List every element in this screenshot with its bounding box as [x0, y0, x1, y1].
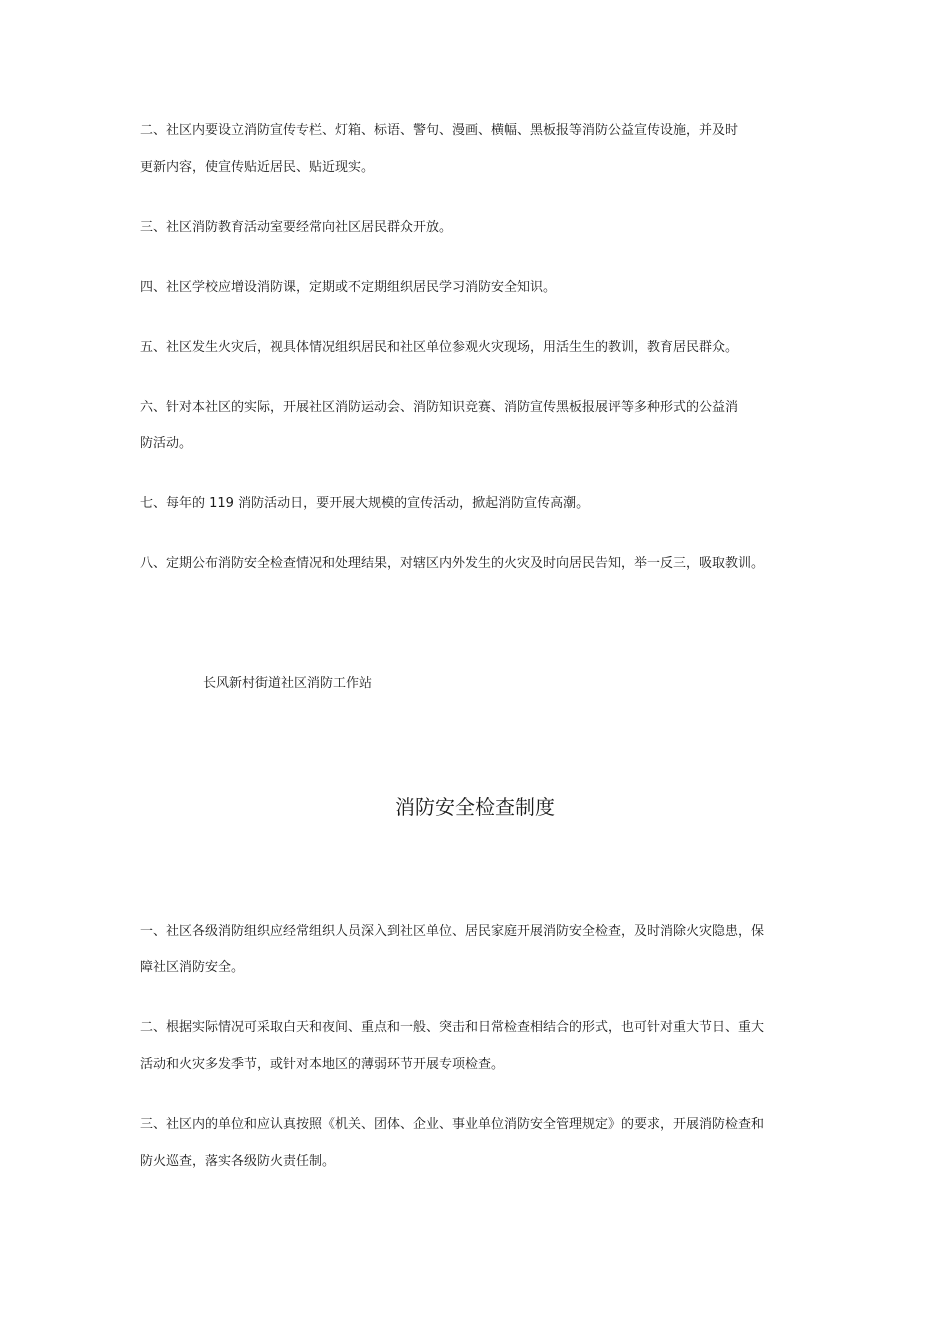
signature: 长风新村街道社区消防工作站	[203, 676, 373, 691]
paragraph-line: 三、社区内的单位和应认真按照《机关、团体、企业、事业单位消防安全管理规定》的要求，开展消防检查和	[140, 1117, 765, 1132]
paragraph-line: 一、社区各级消防组织应经常组织人员深入到社区单位、居民家庭开展消防安全检查，及时消除火灾隐患，保	[140, 924, 765, 939]
paragraph-line: 二、根据实际情况可采取白天和夜间、重点和一般、突击和日常检查相结合的形式，也可针对重大节日、重大	[140, 1020, 765, 1035]
paragraph-line: 防活动。	[140, 436, 193, 451]
paragraph-line: 活动和火灾多发季节，或针对本地区的薄弱环节开展专项检查。	[140, 1057, 505, 1072]
paragraph-line: 七、每年的 119 消防活动日，要开展大规模的宣传活动，掀起消防宣传高潮。	[140, 496, 590, 511]
paragraph-line: 更新内容，使宣传贴近居民、贴近现实。	[140, 160, 375, 175]
paragraph-line: 八、定期公布消防安全检查情况和处理结果，对辖区内外发生的火灾及时向居民告知，举一反三，吸取教训。	[140, 556, 765, 571]
section-title: 消防安全检查制度	[395, 795, 555, 819]
paragraph-line: 六、针对本社区的实际，开展社区消防运动会、消防知识竞赛、消防宣传黑板报展评等多种形式的公益消	[140, 400, 739, 415]
paragraph-line: 障社区消防安全。	[140, 960, 245, 975]
paragraph-line: 四、社区学校应增设消防课，定期或不定期组织居民学习消防安全知识。	[140, 280, 557, 295]
paragraph-line: 二、社区内要设立消防宣传专栏、灯箱、标语、警句、漫画、横幅、黑板报等消防公益宣传设施，并及时	[140, 123, 739, 138]
paragraph-line: 三、社区消防教育活动室要经常向社区居民群众开放。	[140, 220, 453, 235]
paragraph-line: 五、社区发生火灾后，视具体情况组织居民和社区单位参观火灾现场，用活生生的教训，教育居民群众。	[140, 340, 739, 355]
paragraph-line: 防火巡查，落实各级防火责任制。	[140, 1154, 336, 1169]
